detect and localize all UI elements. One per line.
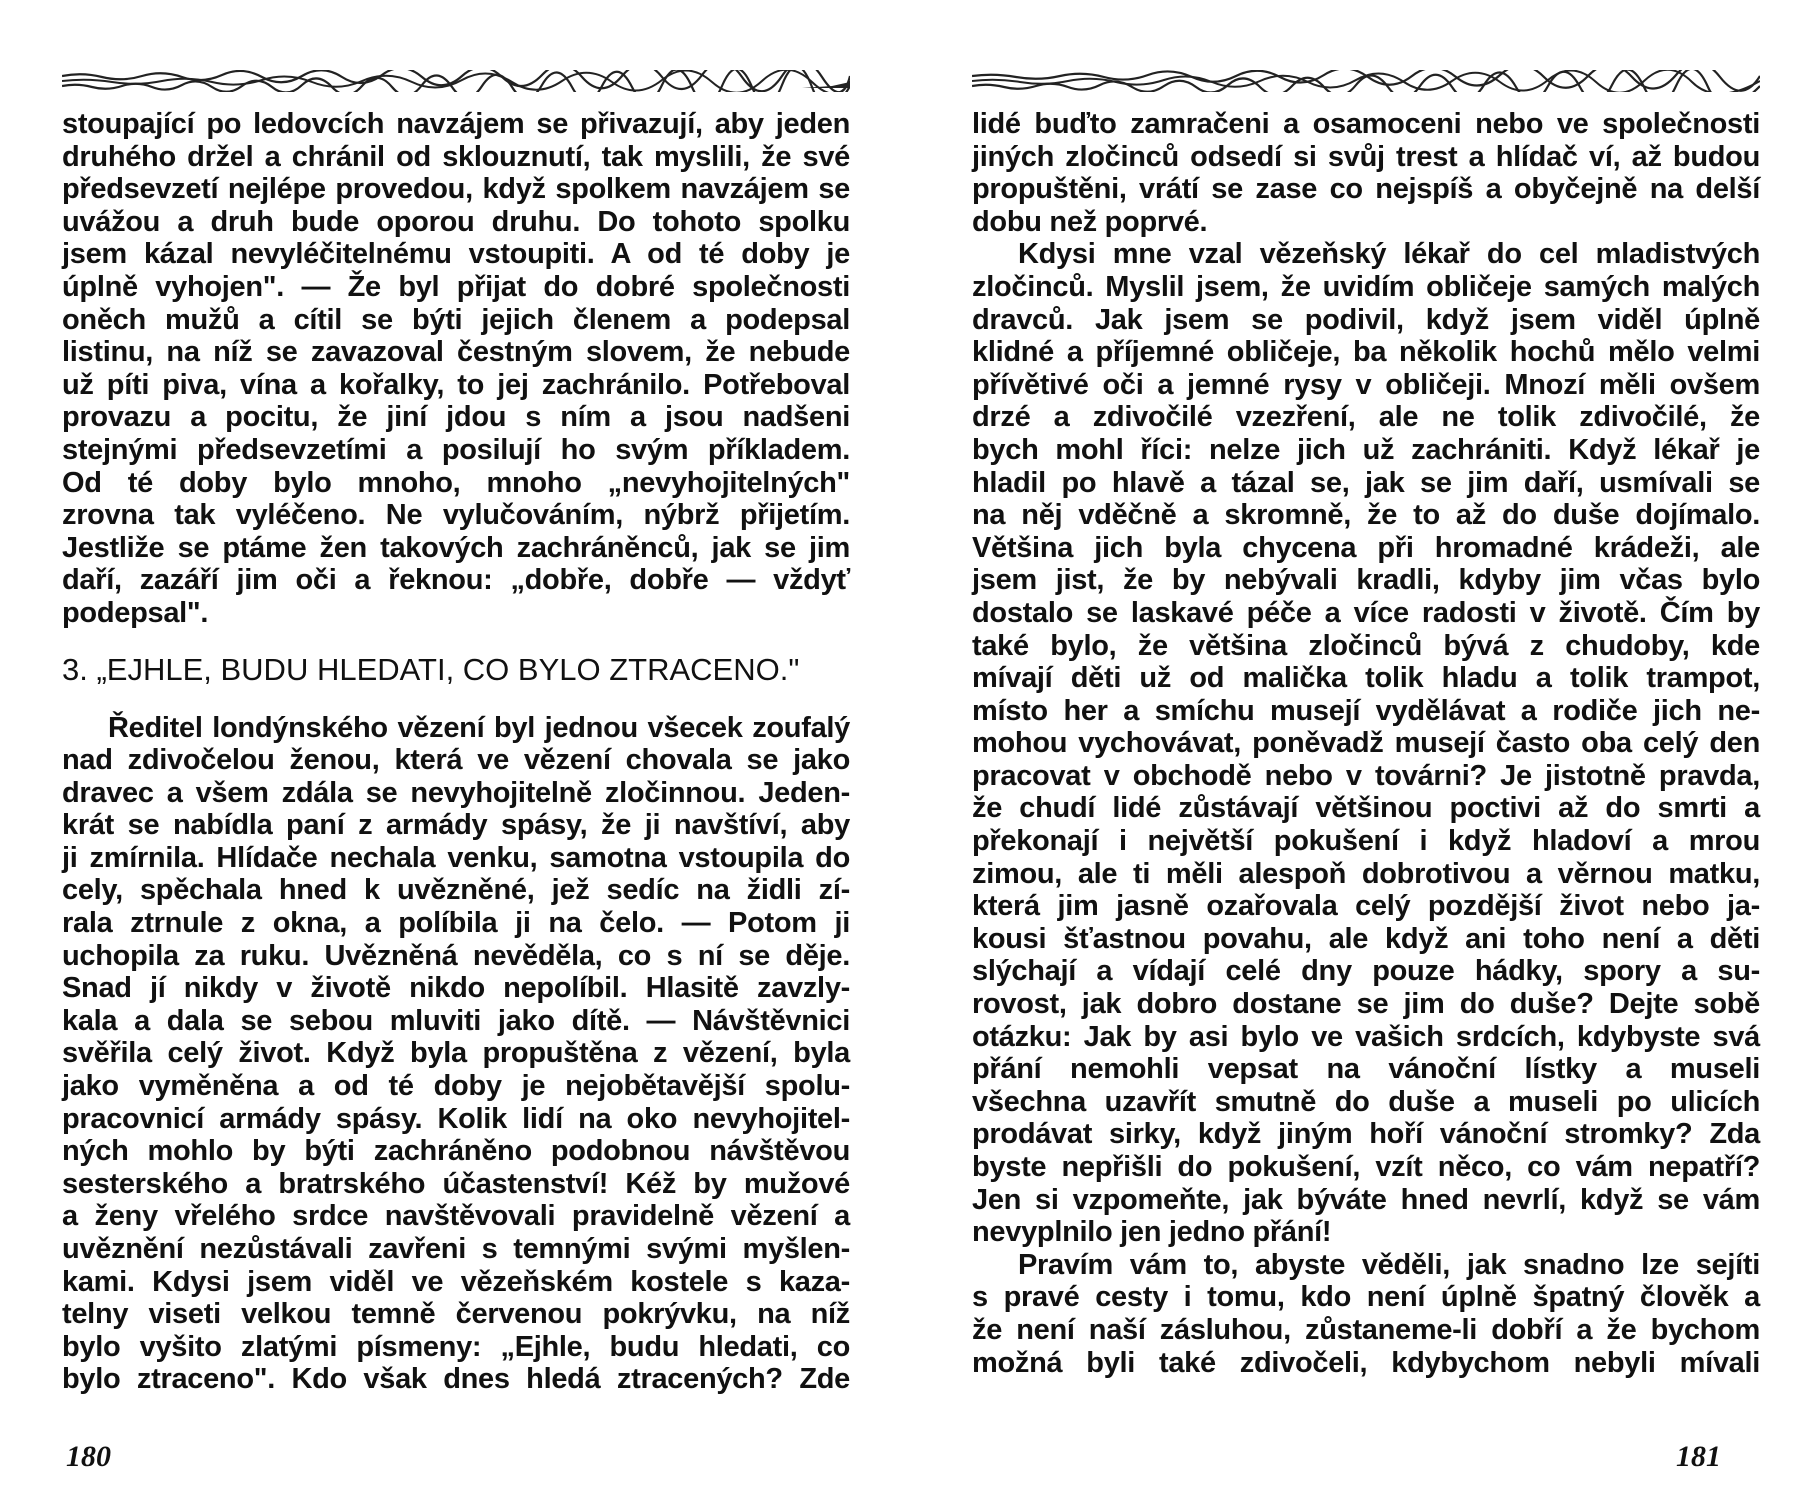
text-line: Většina jich byla chycena při hromadné krádeži, ale — [972, 531, 1760, 564]
text-line: bych mohl říci: nelze jich už zachrániti. Když lékař je — [972, 433, 1760, 466]
text-line: cely, spěchala hned k uvězněné, jež sedíc na židli zí- — [62, 874, 850, 907]
text-line: otázku: Jak by asi bylo ve vašich srdcích, kdybyste svá — [972, 1020, 1760, 1053]
text-line: přání nemohli vepsat na vánoční lístky a museli — [972, 1053, 1760, 1086]
header-ornament-rule — [972, 70, 1760, 92]
text-line: telny viseti velkou temně červenou pokrývku, na níž — [62, 1298, 850, 1331]
text-line: uchopila za ruku. Uvězněná nevěděla, co s ní se děje. — [62, 939, 850, 972]
text-line: zimou, ale ti měli alespoň dobrotivou a věrnou matku, — [972, 857, 1760, 890]
text-line: uvěznění nezůstávali zavřeni s temnými svými myšlen- — [62, 1233, 850, 1265]
text-line: kami. Kdysi jsem viděl ve vězeňském kostele s kaza- — [62, 1265, 850, 1298]
page-number: 180 — [66, 1440, 111, 1473]
text-line: Pravím vám to, abyste věděli, jak snadno lze sejíti — [1018, 1248, 1760, 1281]
text-line: dravec a všem zdála se nevyhojitelně zločinnou. Jeden- — [62, 776, 850, 809]
text-line: jako vyměněna a od té doby je nejobětavější spolu- — [62, 1070, 850, 1103]
text-line: daří, zazáří jim oči a řeknou: „dobře, dobře — vždyť — [62, 564, 850, 597]
text-line: listinu, na níž se zavazoval čestným slovem, že nebude — [62, 336, 850, 369]
text-line: Kdysi mne vzal vězeňský lékař do cel mladistvých — [1018, 238, 1760, 271]
text-line: jiných zločinců odsedí si svůj trest a hlídač ví, až budou — [972, 140, 1760, 173]
text-line: svěřila celý život. Když byla propuštěna z vězení, byla — [62, 1037, 850, 1070]
left-page-text — [62, 108, 850, 1396]
right-page — [900, 0, 1800, 1500]
text-line: propuštěni, vrátí se zase co nejspíš a obyčejně na delší — [972, 173, 1760, 206]
text-line: úplně vyhojen". — Že byl přijat do dobré společnosti — [62, 270, 850, 303]
text-line: která jim jasně ozařovala celý pozdější život nebo ja- — [972, 890, 1760, 923]
text-line: bylo vyšito zlatými písmeny: „Ejhle, budu hledati, co — [62, 1330, 850, 1363]
text-line: Od té doby bylo mnoho, mnoho „nevyhojitelných" — [62, 466, 850, 499]
text-line: provazu a pocitu, že jiní jdou s ním a jsou nadšeni — [62, 401, 850, 434]
text-line: nad zdivočelou ženou, která ve vězení chovala se jako — [62, 744, 850, 777]
text-line: jsem kázal nevyléčitelnému vstoupiti. A od té doby je — [62, 238, 850, 271]
text-line: drzé a zdivočilé vzezření, ale ne tolik zdivočilé, že — [972, 401, 1760, 434]
text-line: slýchají a vídají celé dny pouze hádky, spory a su- — [972, 955, 1760, 988]
text-line: lidé buďto zamračeni a osamoceni nebo ve společnosti — [972, 108, 1760, 140]
text-line: krát se nabídla paní z armády spásy, že ji navštíví, aby — [62, 809, 850, 842]
text-line: pracovat v obchodě nebo v továrni? Je jistotně pravda, — [972, 759, 1760, 792]
text-line: pracovnicí armády spásy. Kolik lidí na oko nevyhojitel- — [62, 1102, 850, 1135]
text-line: a ženy vřelého srdce navštěvovali pravidelně vězení a — [62, 1200, 850, 1233]
text-line: prodávat sirky, když jiným hoří vánoční stromky? Zda — [972, 1118, 1760, 1151]
text-line: s pravé cesty i tomu, kdo není úplně špatný člověk a — [972, 1281, 1760, 1314]
text-line: všechna uzavřít smutně do duše a museli po ulicích — [972, 1085, 1760, 1118]
text-line: ji zmírnila. Hlídače nechala venku, samotna vstoupila do — [62, 841, 850, 874]
text-line: Ředitel londýnského vězení byl jednou všecek zoufalý — [108, 711, 850, 744]
text-line: rovost, jak dobro dostane se jim do duše? Dejte sobě — [972, 988, 1760, 1021]
text-line: stejnými předsevzetími a posilují ho svým příkladem. — [62, 433, 850, 466]
text-line: stoupající po ledovcích navzájem se přivazují, aby jeden — [62, 108, 850, 140]
text-line: Jen si vzpomeňte, jak býváte hned nevrlí, když se vám — [972, 1183, 1760, 1216]
text-line: už píti piva, vína a kořalky, to jej zachránilo. Potřeboval — [62, 368, 850, 401]
text-line: kousi šťastnou povahu, ale když ani toho není a děti — [972, 922, 1760, 955]
text-line: zrovna tak vyléčeno. Ne vylučováním, nýbrž přijetím. — [62, 499, 850, 532]
text-line: dostalo se laskavé péče a více radosti v životě. Čím by — [972, 596, 1760, 629]
text-line: přívětivé oči a jemné rysy v obličeji. Mnozí měli ovšem — [972, 368, 1760, 401]
text-line: byste nepřišli do pokušení, vzít něco, co vám nepatří? — [972, 1151, 1760, 1183]
text-line: bylo ztraceno". Kdo však dnes hledá ztracených? Zde — [62, 1363, 850, 1396]
text-line: uvážou a druh bude oporou druhu. Do tohoto spolku — [62, 205, 850, 238]
text-line: na něj vděčně a skromně, že to až do duše dojímalo. — [972, 499, 1760, 532]
text-line: oněch mužů a cítil se býti jejich členem a podepsal — [62, 303, 850, 336]
text-line: mívají děti už od malička tolik hladu a tolik trampot, — [972, 662, 1760, 695]
header-ornament-rule — [62, 70, 850, 92]
text-line: dravců. Jak jsem se podivil, když jsem viděl úplně — [972, 303, 1760, 336]
text-line: klidné a příjemné obličeje, ba několik hochů mělo velmi — [972, 336, 1760, 369]
text-line: zločinců. Myslil jsem, že uvidím obličeje samých malých — [972, 270, 1760, 303]
text-line: Snad jí nikdy v životě nikdo nepolíbil. Hlasitě zavzly- — [62, 972, 850, 1005]
text-line: že chudí lidé zůstávají většinou poctivi až do smrti a — [972, 792, 1760, 825]
text-line: rala ztrnule z okna, a políbila ji na čelo. — Potom ji — [62, 907, 850, 940]
text-line: možná byli také zdivočeli, kdybychom nebyli mívali — [972, 1346, 1760, 1379]
right-page-text — [972, 108, 1760, 1379]
text-line: podepsal". — [62, 596, 209, 629]
text-line: dobu než poprvé. — [972, 205, 1208, 238]
text-line: hladil po hlavě a tázal se, jak se jim daří, usmívali se — [972, 466, 1760, 499]
text-line: že není naší zásluhou, zůstaneme-li dobří a že bychom — [972, 1313, 1760, 1346]
text-line: sesterského a bratrského účastenství! Kéž by mužové — [62, 1167, 850, 1200]
text-line: nevyplnilo jen jedno přání! — [972, 1216, 1332, 1249]
text-line: kala a dala se sebou mluviti jako dítě. — Návštěvnici — [62, 1004, 850, 1037]
text-line: překonají i největší pokušení i když hladoví a mrou — [972, 825, 1760, 858]
text-line: předsevzetí nejlépe provedou, když spolkem navzájem se — [62, 173, 850, 206]
section-heading: 3. „EJHLE, BUDU HLEDATI, CO BYLO ZTRACENO." — [62, 651, 800, 687]
text-line: místo her a smíchu musejí vydělávat a rodiče jich ne- — [972, 694, 1760, 727]
page-number: 181 — [1676, 1440, 1721, 1473]
text-line: ných mohlo by býti zachráněno podobnou návštěvou — [62, 1135, 850, 1168]
text-line: Jestliže se ptáme žen takových zachráněnců, jak se jim — [62, 531, 850, 564]
text-line: jsem jist, že by nebývali kradli, kdyby jim včas bylo — [972, 564, 1760, 597]
text-line: mohou vychovávat, poněvadž musejí často oba celý den — [972, 727, 1760, 760]
text-line: také bylo, že většina zločinců bývá z chudoby, kde — [972, 629, 1760, 662]
text-line: druhého držel a chránil od sklouznutí, tak myslili, že své — [62, 140, 850, 173]
